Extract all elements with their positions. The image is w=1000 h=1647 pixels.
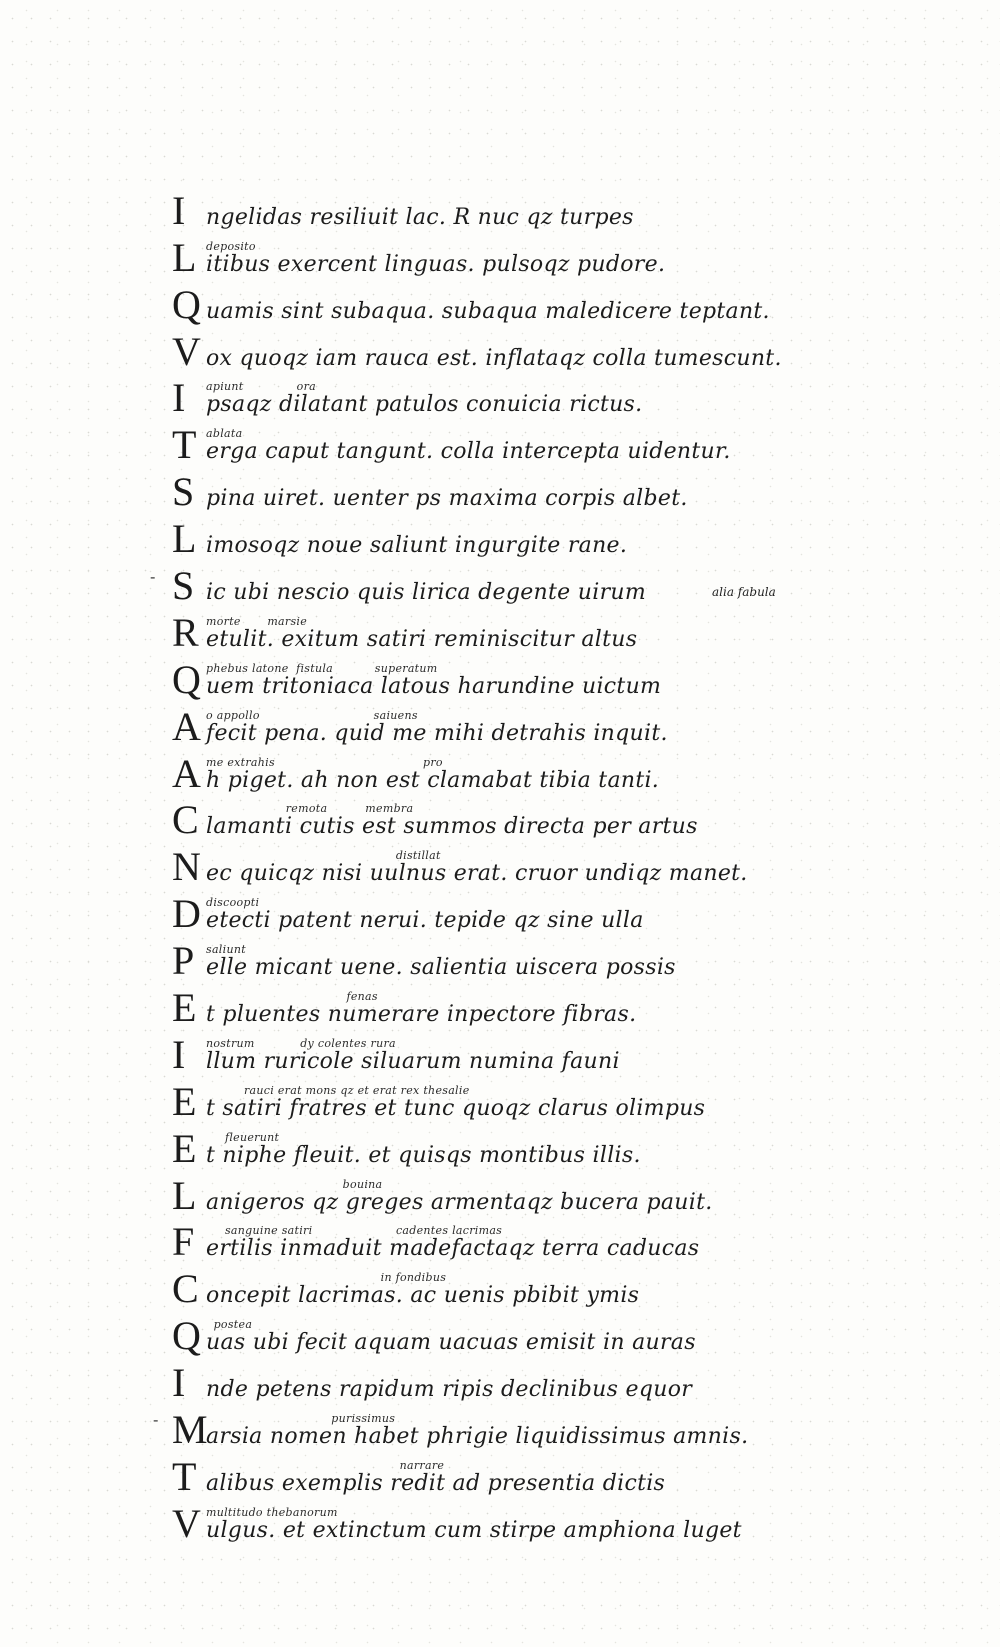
interlinear-gloss: purissimus xyxy=(206,1412,396,1426)
initial-letter: L xyxy=(172,1172,197,1218)
interlinear-gloss: ablata xyxy=(206,427,243,441)
line-text: elle micant uene. salientia uiscera possis xyxy=(206,955,676,981)
line-text: ic ubi nescio quis lirica degente uirum xyxy=(206,580,647,606)
line-text: etulit. exitum satiri reminiscitur altus xyxy=(206,626,638,652)
initial-letter: R xyxy=(172,609,199,655)
interlinear-gloss: postea xyxy=(206,1318,253,1332)
interlinear-gloss: nostrum dy colentes rura xyxy=(206,1036,396,1050)
interlinear-gloss: in fondibus xyxy=(206,1271,447,1285)
text-line xyxy=(172,187,972,239)
line-text: uem tritoniaca latous harundine uictum xyxy=(206,673,662,699)
line-text: ec quicqz nisi uulnus erat. cruor undiqz manet. xyxy=(206,861,748,887)
margin-mark: - xyxy=(153,1410,159,1429)
text-line xyxy=(172,703,972,755)
text-line xyxy=(172,1031,972,1083)
margin-note: alia fabula xyxy=(712,585,776,599)
line-text: llum ruricole siluarum numina fauni xyxy=(206,1048,620,1074)
text-line xyxy=(172,1172,972,1224)
line-text: arsia nomen habet phrigie liquidissimus amnis. xyxy=(206,1424,749,1450)
text-line xyxy=(172,844,972,895)
interlinear-gloss: phebus latone fistula superatum xyxy=(206,661,438,675)
text-line xyxy=(172,1407,972,1458)
text-line xyxy=(172,281,972,333)
initial-letter: S xyxy=(172,469,195,515)
interlinear-gloss: narrare xyxy=(206,1458,445,1472)
initial-letter: D xyxy=(172,891,201,937)
text-line xyxy=(172,797,972,849)
initial-letter: P xyxy=(172,938,195,984)
interlinear-gloss: rauci erat mons qz et erat rex thesalie xyxy=(206,1083,470,1097)
interlinear-gloss: morte marsie xyxy=(206,614,308,628)
text-line xyxy=(172,609,972,661)
text-line xyxy=(172,469,972,520)
text-line xyxy=(172,985,972,1036)
initial-letter: C xyxy=(172,797,199,843)
initial-letter: I xyxy=(172,1031,186,1077)
initial-letter: M xyxy=(172,1407,208,1453)
initial-letter: Q xyxy=(172,656,201,702)
initial-letter: I xyxy=(172,187,186,233)
text-line xyxy=(172,516,972,567)
line-text: imosoqz noue saliunt ingurgite rane. xyxy=(206,533,628,559)
text-line xyxy=(172,234,972,286)
line-text: psaqz dilatant patulos conuicia rictus. xyxy=(206,392,643,418)
line-text: t niphe fleuit. et quisqs montibus illis. xyxy=(206,1142,641,1168)
interlinear-gloss: apiunt ora xyxy=(206,380,316,394)
initial-letter: Q xyxy=(172,281,201,327)
interlinear-gloss: remota membra xyxy=(206,802,414,816)
line-text: t pluentes numerare inpectore fibras. xyxy=(206,1002,637,1028)
line-text: pina uiret. uenter ps maxima corpis albet. xyxy=(206,486,688,512)
line-text: h piget. ah non est clamabat tibia tanti. xyxy=(206,767,660,793)
initial-letter: I xyxy=(172,1360,186,1406)
initial-letter: A xyxy=(172,703,201,749)
initial-letter: I xyxy=(172,375,186,421)
initial-letter: A xyxy=(172,750,201,796)
initial-letter: E xyxy=(172,985,197,1031)
initial-letter: E xyxy=(172,1078,197,1124)
line-text: ox quoqz iam rauca est. inflataqz colla tumescunt. xyxy=(206,345,782,371)
interlinear-gloss: deposito xyxy=(206,239,256,253)
text-line xyxy=(172,1078,972,1130)
line-text: uamis sint subaqua. subaqua maledicere teptant. xyxy=(206,298,770,324)
interlinear-gloss: sanguine satiri cadentes lacrimas xyxy=(206,1224,503,1238)
line-text: alibus exemplis redit ad presentia dictis xyxy=(206,1470,666,1496)
text-line xyxy=(172,891,972,942)
interlinear-gloss: me extrahis pro xyxy=(206,755,443,769)
initial-letter: S xyxy=(172,563,195,609)
line-text: ngelidas resiliuit lac. R nuc qz turpes xyxy=(206,204,634,230)
line-text: erga caput tangunt. colla intercepta uidentur. xyxy=(206,439,731,465)
line-text: uas ubi fecit aquam uacuas emisit in auras xyxy=(206,1330,696,1356)
line-text: itibus exercent linguas. pulsoqz pudore. xyxy=(206,251,666,277)
initial-letter: F xyxy=(172,1219,195,1265)
text-line xyxy=(172,1266,972,1317)
initial-letter: T xyxy=(172,1453,197,1499)
line-text: fecit pena. quid me mihi detrahis inquit. xyxy=(206,720,668,746)
text-line xyxy=(172,1313,972,1364)
initial-letter: T xyxy=(172,422,197,468)
margin-mark: - xyxy=(150,567,156,586)
text-block xyxy=(172,187,972,1552)
line-text: ulgus. et extinctum cum stirpe amphiona luget xyxy=(206,1517,742,1543)
initial-letter: C xyxy=(172,1266,199,1312)
interlinear-gloss: fleuerunt xyxy=(206,1130,280,1144)
line-text: t satiri fratres et tunc quoqz clarus olimpus xyxy=(206,1095,706,1121)
line-text: lamanti cutis est summos directa per artus xyxy=(206,814,698,840)
line-text: ertilis inmaduit madefactaqz terra caducas xyxy=(206,1236,700,1262)
text-line xyxy=(172,375,972,427)
interlinear-gloss: bouina xyxy=(206,1177,383,1191)
text-line xyxy=(172,938,972,989)
initial-letter: L xyxy=(172,234,197,280)
initial-letter: N xyxy=(172,844,201,890)
initial-letter: Q xyxy=(172,1313,201,1359)
initial-letter: V xyxy=(172,1500,201,1546)
text-line xyxy=(172,1360,972,1411)
text-line xyxy=(172,1453,972,1505)
initial-letter: L xyxy=(172,516,197,562)
initial-letter: E xyxy=(172,1125,197,1171)
line-text: etecti patent nerui. tepide qz sine ulla xyxy=(206,908,644,934)
interlinear-gloss: fenas xyxy=(206,990,378,1004)
line-text: nde petens rapidum ripis declinibus equor xyxy=(206,1377,693,1403)
text-line xyxy=(172,1125,972,1177)
line-text: anigeros qz greges armentaqz bucera pauit. xyxy=(206,1189,713,1215)
text-line xyxy=(172,422,972,473)
text-line xyxy=(172,750,972,802)
interlinear-gloss: o appollo saiuens xyxy=(206,708,418,722)
interlinear-gloss: saliunt xyxy=(206,943,246,957)
initial-letter: V xyxy=(172,328,201,374)
interlinear-gloss: multitudo thebanorum xyxy=(206,1505,338,1519)
interlinear-gloss: discoopti xyxy=(206,896,260,910)
text-line xyxy=(172,1500,972,1552)
text-line xyxy=(172,656,972,708)
text-line xyxy=(172,563,972,614)
text-line xyxy=(172,1219,972,1271)
interlinear-gloss: distillat xyxy=(206,849,441,863)
text-line xyxy=(172,328,972,380)
line-text: oncepit lacrimas. ac uenis pbibit ymis xyxy=(206,1283,640,1309)
